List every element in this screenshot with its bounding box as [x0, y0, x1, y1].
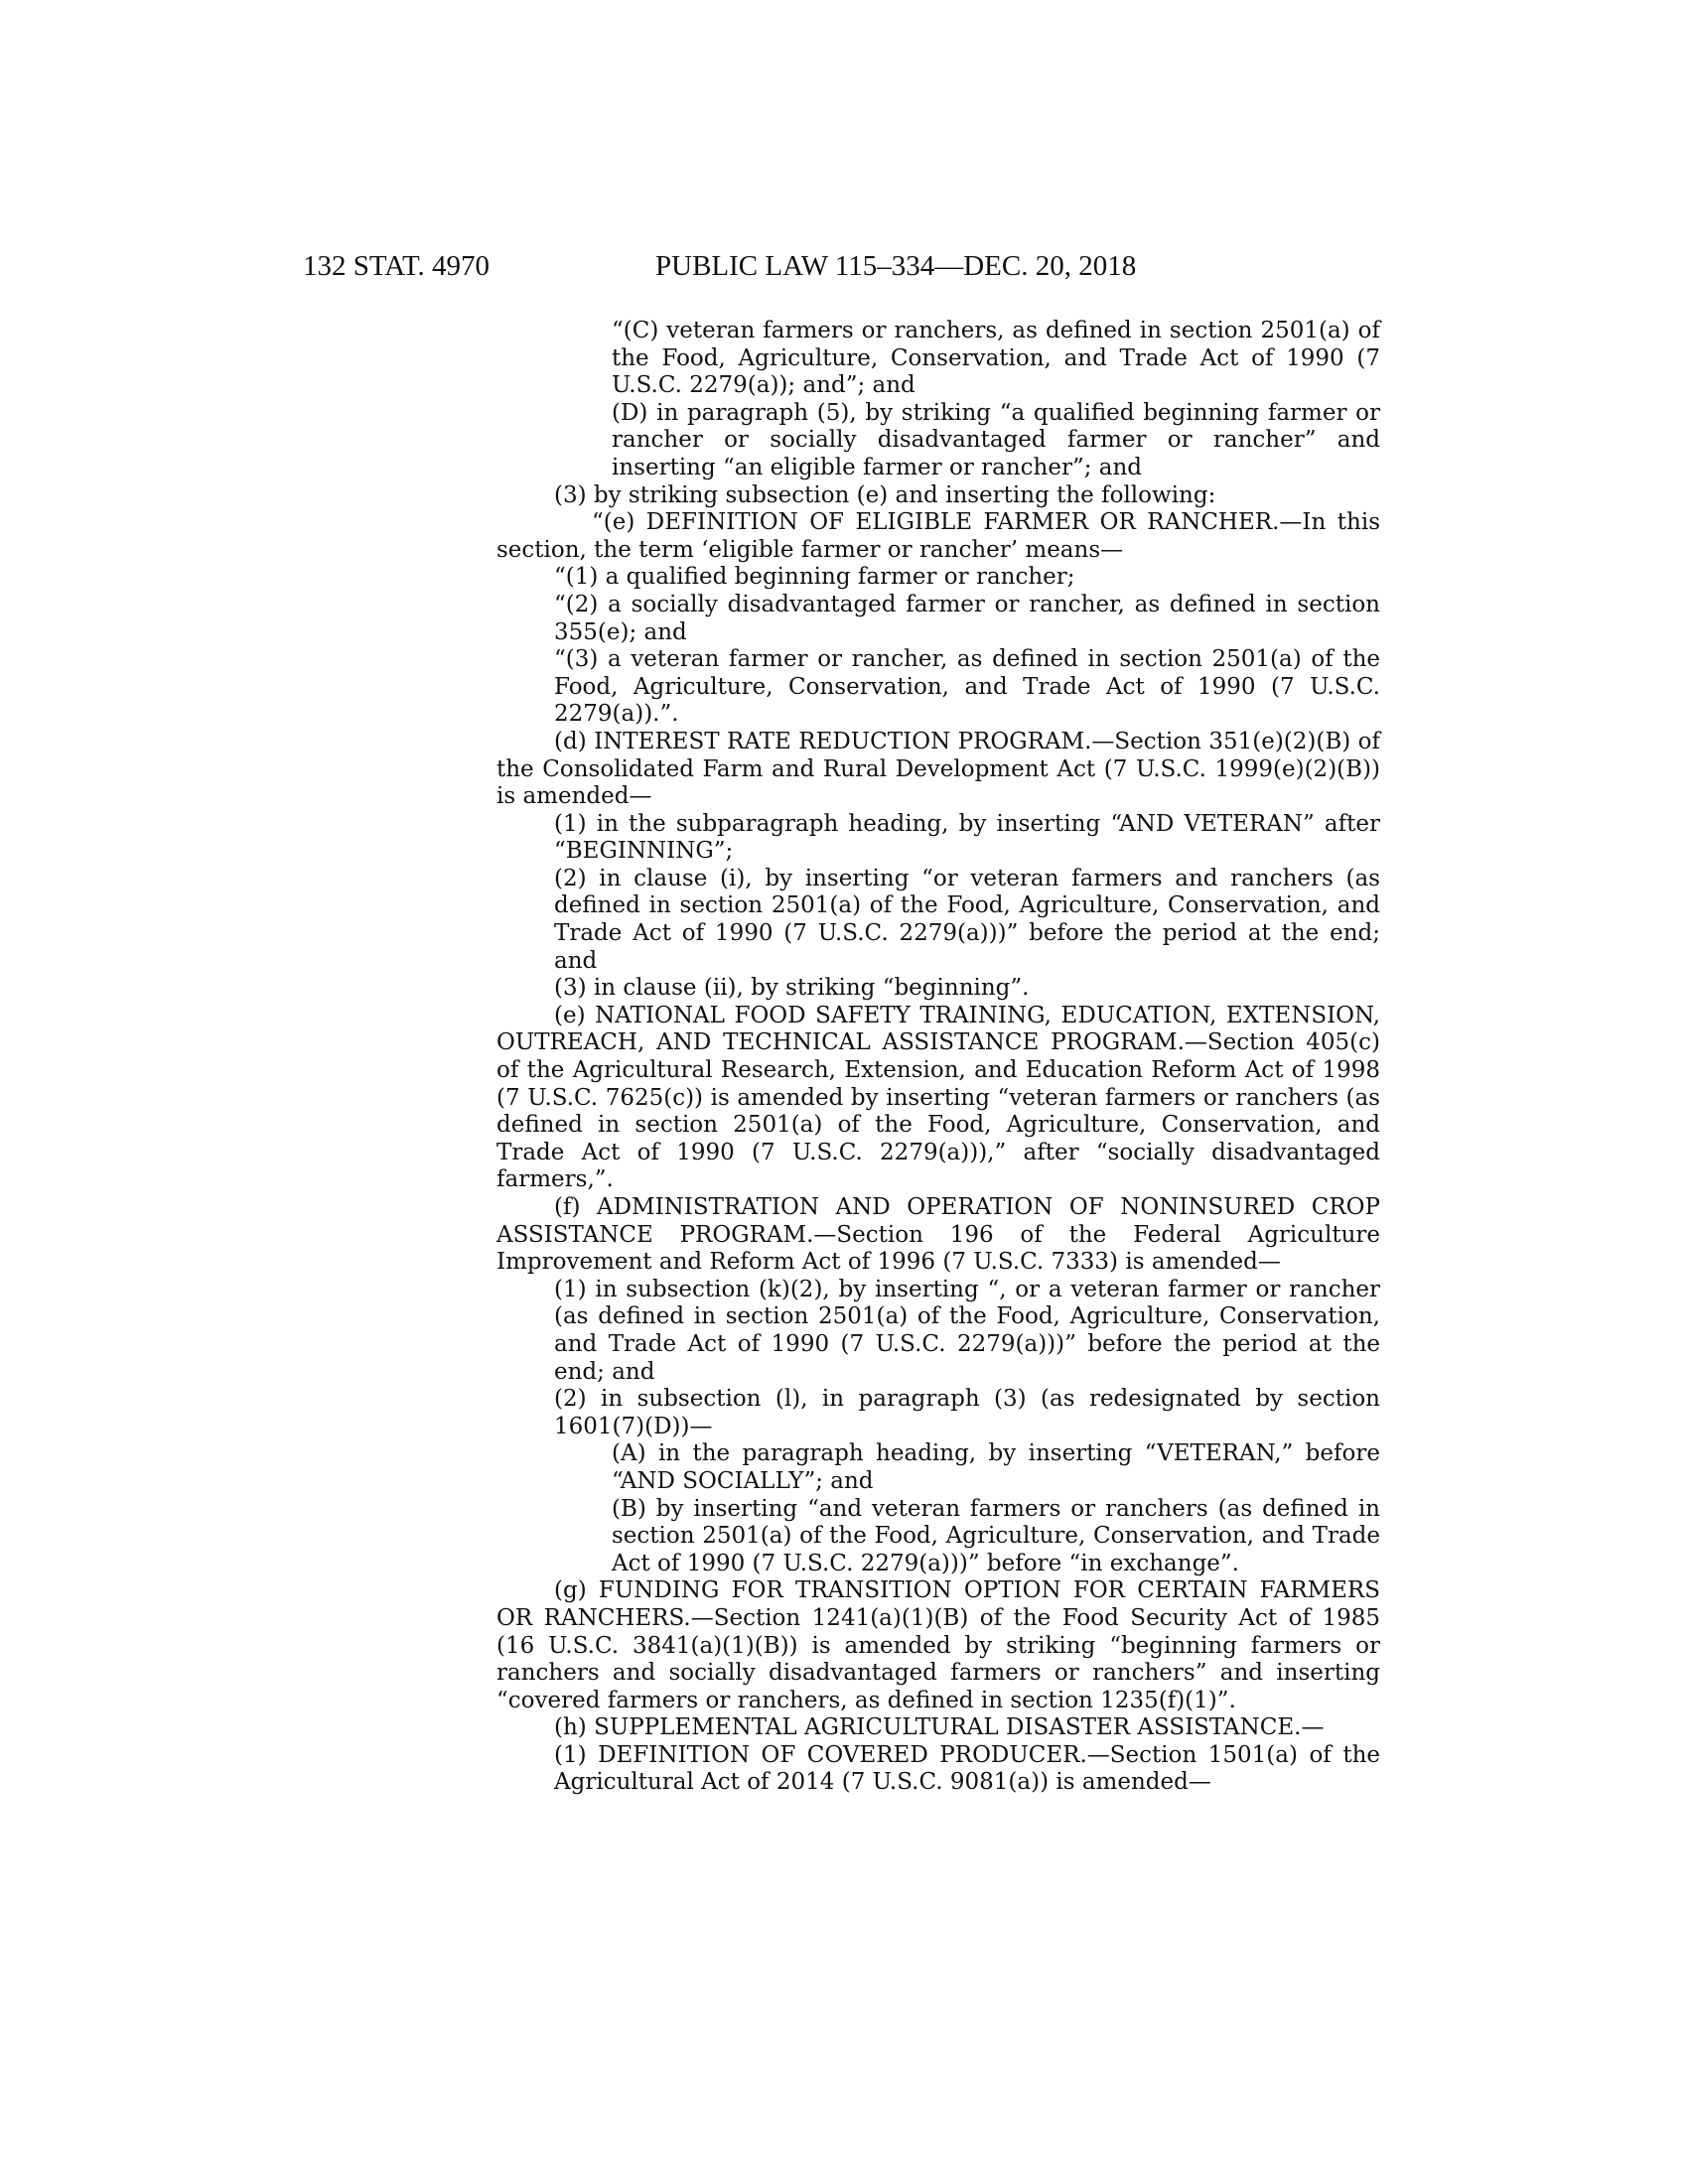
- paragraph: (g) FUNDING FOR TRANSITION OPTION FOR CERTAIN FARMERS OR RANCHERS.—Section 1241(a)(1)(B) of the Food Security Act of 1985 (16 U.S.C. 3841(a)(1)(B)) is amended by striking “beginning farmers or ranchers and socially disadvantaged farmers or ranchers” and inserting “covered farmers or ranchers, as defined in section 1235(f)(1)”.: [496, 1577, 1380, 1713]
- paragraph: (3) in clause (ii), by striking “beginning”.: [554, 975, 1030, 1002]
- paragraph: (2) in subsection (l), in paragraph (3) (as redesignated by section 1601(7)(D))—: [554, 1386, 1380, 1439]
- paragraph: “(C) veteran farmers or ranchers, as defined in section 2501(a) of the Food, Agriculture, Conservation, and Trade Act of 1990 (7 U.S.C. 2279(a)); and”; and: [612, 318, 1380, 399]
- paragraph: (h) SUPPLEMENTAL AGRICULTURAL DISASTER ASSISTANCE.—: [554, 1714, 1325, 1741]
- paragraph: “(2) a socially disadvantaged farmer or rancher, as defined in section 355(e); and: [554, 591, 1380, 645]
- page-header: [303, 246, 1385, 286]
- paragraph: (1) DEFINITION OF COVERED PRODUCER.—Section 1501(a) of the Agricultural Act of 2014 (7 U.S.C. 9081(a)) is amended—: [554, 1741, 1380, 1796]
- document-body: [496, 318, 1380, 1797]
- public-law-title: PUBLIC LAW 115–334—DEC. 20, 2018: [655, 250, 1137, 282]
- paragraph: “(1) a qualified beginning farmer or rancher;: [554, 564, 1075, 591]
- paragraph: “(e) DEFINITION OF ELIGIBLE FARMER OR RANCHER.—In this section, the term ‘eligible farmer or rancher’ means—: [496, 509, 1380, 563]
- paragraph: (B) by inserting “and veteran farmers or ranchers (as defined in section 2501(a) of the Food, Agriculture, Conservation, and Trade Act of 1990 (7 U.S.C. 2279(a)))” before “in exchange”.: [612, 1495, 1380, 1576]
- paragraph: (2) in clause (i), by inserting “or veteran farmers and ranchers (as defined in section 2501(a) of the Food, Agriculture, Conservation, and Trade Act of 1990 (7 U.S.C. 2279(a)))” before the period at the end; and: [554, 865, 1380, 974]
- paragraph: (e) NATIONAL FOOD SAFETY TRAINING, EDUCATION, EXTENSION, OUTREACH, AND TECHNICAL ASSISTANCE PROGRAM.—Section 405(c) of the Agricultural Research, Extension, and Education Reform Act of 1998 (7 U.S.C. 7625(c)) is amended by inserting “veteran farmers or ranchers (as defined in section 2501(a) of the Food, Agriculture, Conservation, and Trade Act of 1990 (7 U.S.C. 2279(a))),” after “socially disadvantaged farmers,”.: [496, 1002, 1380, 1193]
- paragraph: (d) INTEREST RATE REDUCTION PROGRAM.—Section 351(e)(2)(B) of the Consolidated Farm and Rural Development Act (7 U.S.C. 1999(e)(2)(B)) is amended—: [496, 728, 1380, 810]
- paragraph: (1) in subsection (k)(2), by inserting “, or a veteran farmer or rancher (as defined in section 2501(a) of the Food, Agriculture, Conservation, and Trade Act of 1990 (7 U.S.C. 2279(a)))” before the period at the end; and: [554, 1276, 1380, 1385]
- paragraph: (3) by striking subsection (e) and inserting the following:: [554, 481, 1216, 508]
- paragraph: “(3) a veteran farmer or rancher, as defined in section 2501(a) of the Food, Agriculture, Conservation, and Trade Act of 1990 (7 U.S.C. 2279(a)).”.: [554, 646, 1380, 728]
- statute-page-number: 132 STAT. 4970: [303, 250, 491, 282]
- paragraph: (D) in paragraph (5), by striking “a qualified beginning farmer or rancher or socially disadvantaged farmer or rancher” and inserting “an eligible farmer or rancher”; and: [612, 399, 1380, 480]
- paragraph: (A) in the paragraph heading, by inserting “VETERAN,” before “AND SOCIALLY”; and: [612, 1440, 1380, 1494]
- paragraph: (f) ADMINISTRATION AND OPERATION OF NONINSURED CROP ASSISTANCE PROGRAM.—Section 196 of the Federal Agriculture Improvement and Reform Act of 1996 (7 U.S.C. 7333) is amended—: [496, 1194, 1380, 1276]
- paragraph: (1) in the subparagraph heading, by inserting “AND VETERAN” after “BEGINNING”;: [554, 810, 1380, 865]
